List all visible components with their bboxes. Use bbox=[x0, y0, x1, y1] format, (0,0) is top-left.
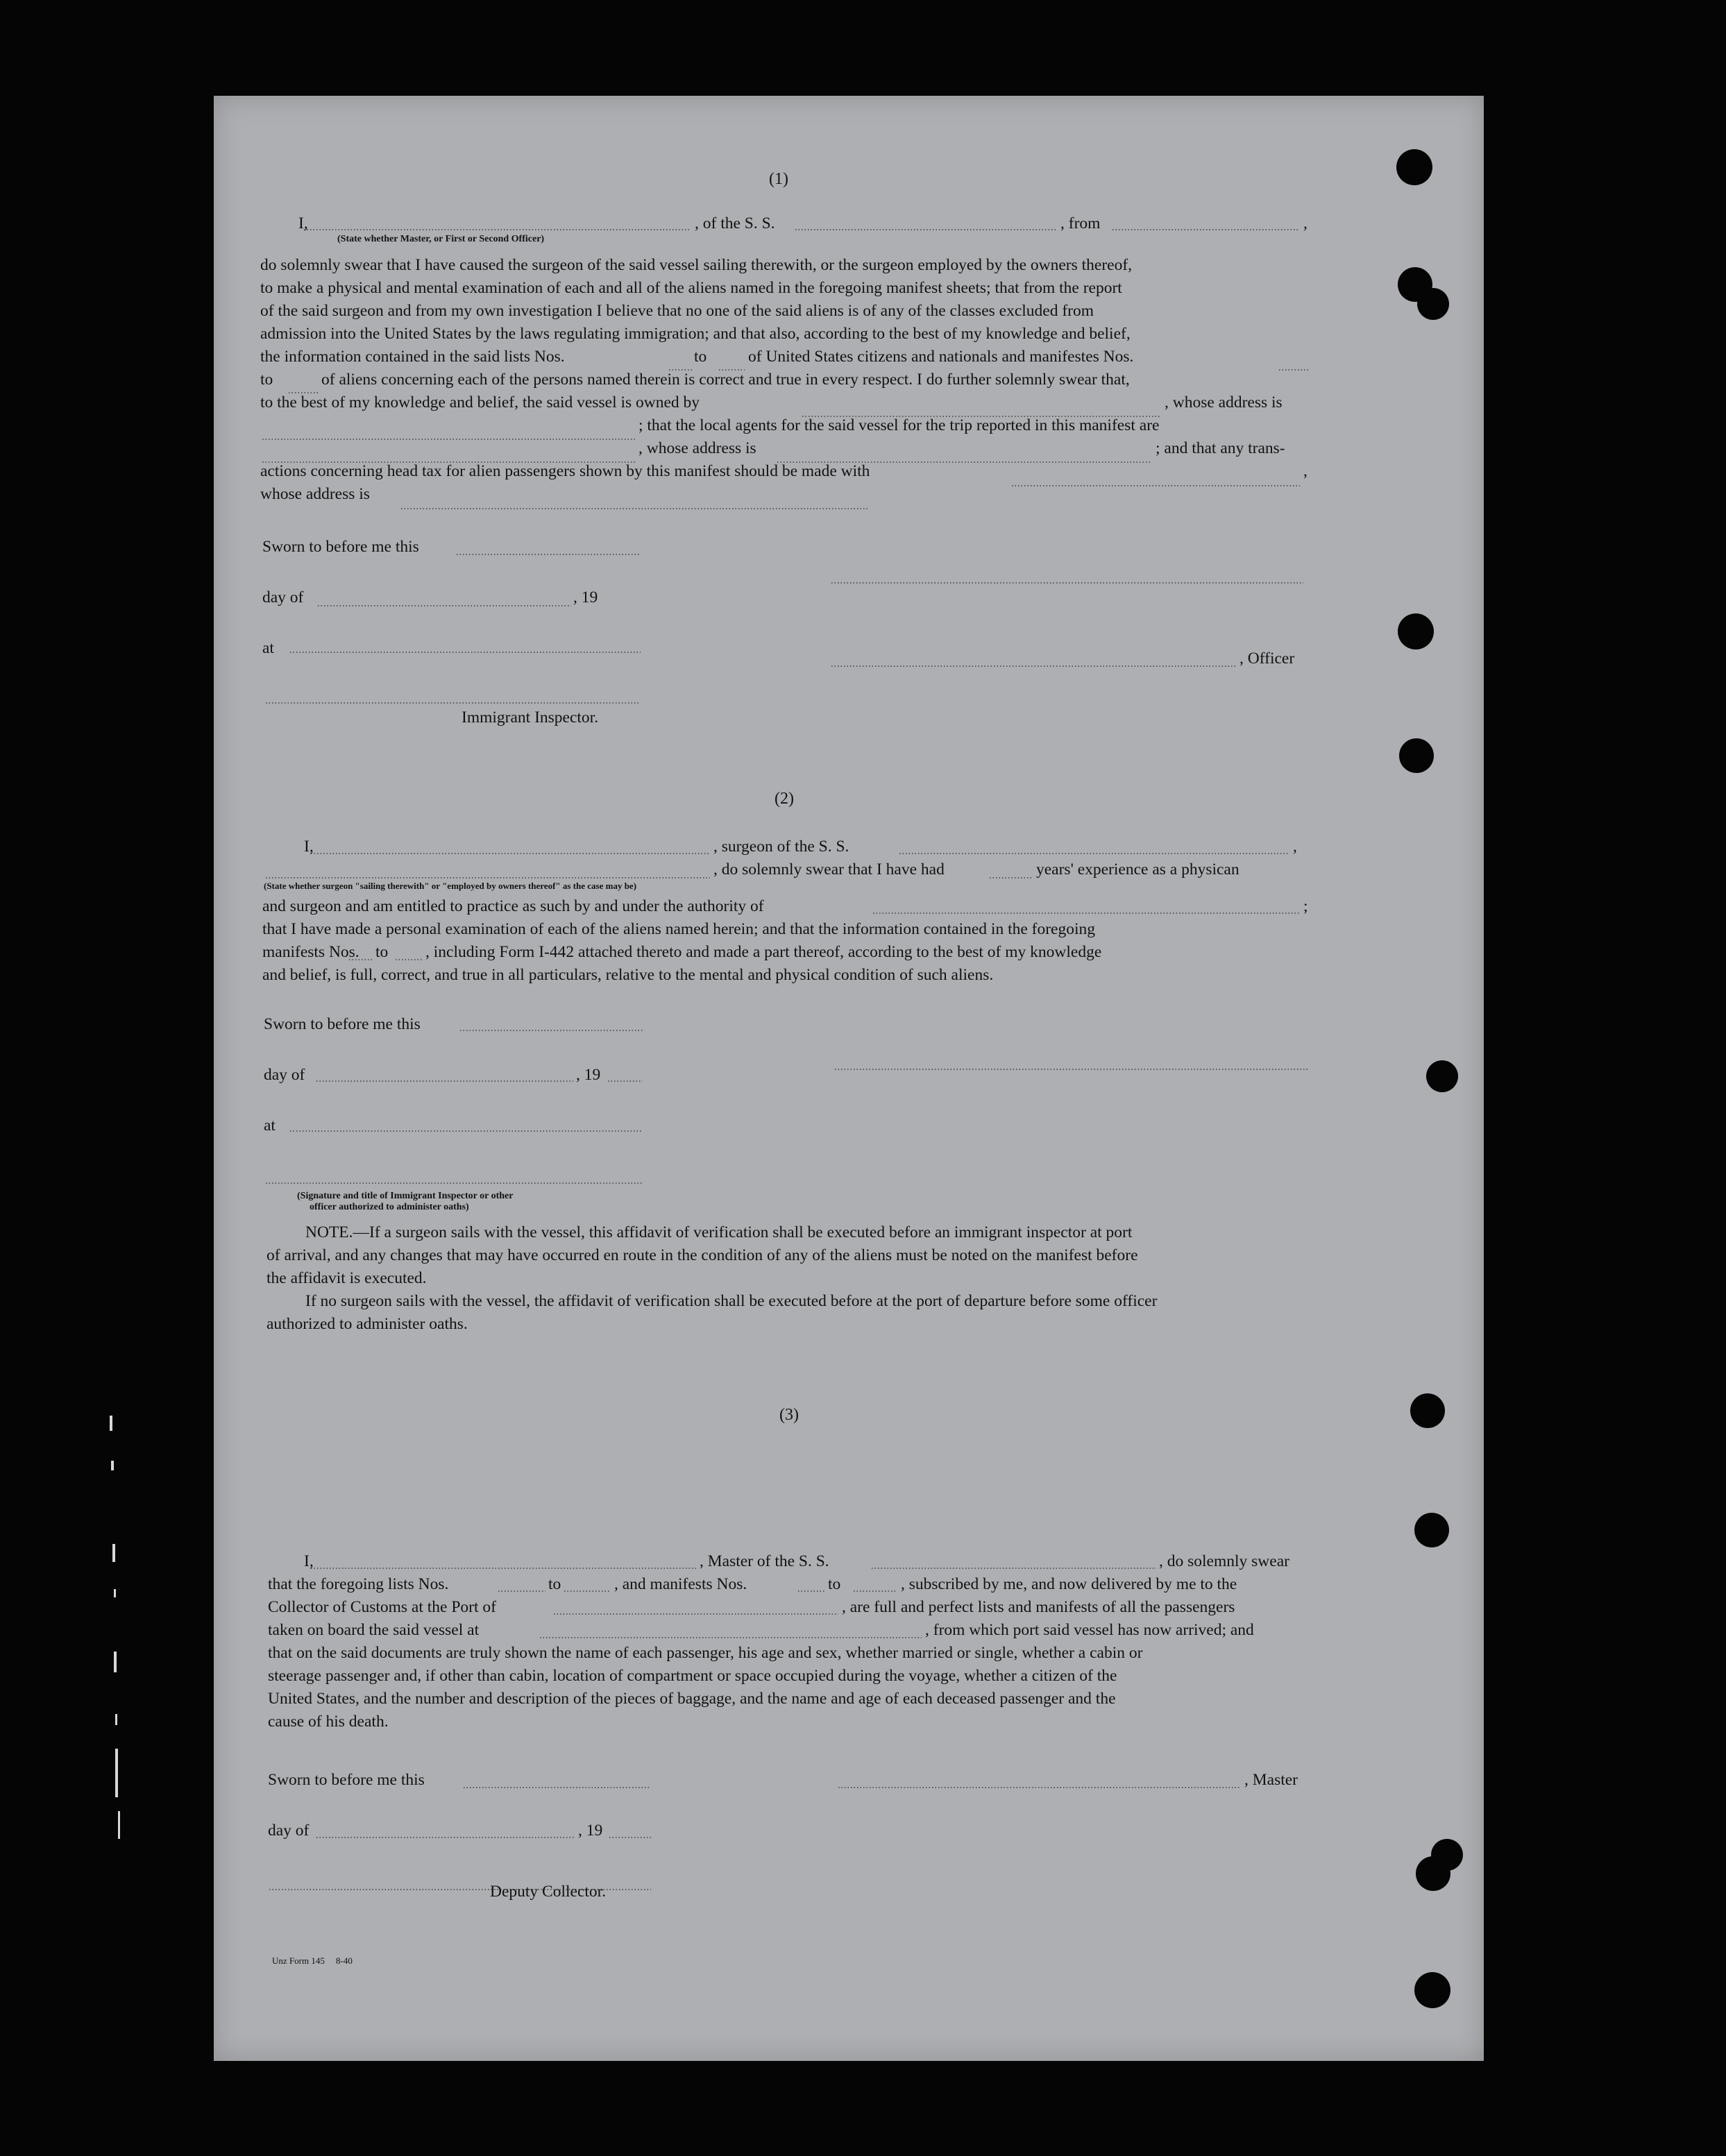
s1-to-label: to bbox=[260, 371, 273, 389]
punch-hole bbox=[1410, 1393, 1445, 1428]
s3-subscribed: , subscribed by me, and now delivered by me to the bbox=[901, 1575, 1237, 1593]
s2-surgeon-note: (State whether surgeon "sailing therewith" or "employed by owners thereof" as the case may be) bbox=[264, 881, 637, 891]
s3-para-line: United States, and the number and description of the pieces of baggage, and the name and age of each deceased passenger and the bbox=[268, 1690, 1116, 1708]
s2-sworn-label: Sworn to before me this bbox=[264, 1015, 421, 1033]
scan-speck bbox=[110, 1416, 112, 1431]
s2-note-line: the affidavit is executed. bbox=[266, 1269, 427, 1287]
s2-note-line: authorized to administer oaths. bbox=[266, 1315, 468, 1333]
s3-master-label: , Master bbox=[1244, 1771, 1298, 1789]
s1-at-label: at bbox=[262, 639, 274, 657]
s1-whose-address: whose address is bbox=[260, 485, 370, 503]
s1-para-line: admission into the United States by the laws regulating immigration; and that also, according to the best of my knowledge and belief, bbox=[260, 325, 1131, 343]
s3-arrived: , from which port said vessel has now arrived; and bbox=[925, 1621, 1254, 1639]
s2-line2-experience: years' experience as a physican bbox=[1036, 860, 1239, 878]
s1-lists-to: to bbox=[694, 348, 707, 366]
s3-deputy-collector: Deputy Collector. bbox=[490, 1883, 607, 1901]
scan-speck bbox=[111, 1461, 114, 1470]
scan-speck bbox=[115, 1714, 117, 1725]
s3-para-line: that on the said documents are truly shown the name of each passenger, his age and sex, whether married or single, whether a cabin or bbox=[268, 1644, 1143, 1662]
s3-line1-prefix: I, bbox=[304, 1552, 314, 1570]
s1-transactions: ; and that any trans- bbox=[1156, 439, 1285, 457]
s3-lists-to: to bbox=[548, 1575, 561, 1593]
s1-owner-address: , whose address is bbox=[1165, 393, 1283, 411]
punch-hole bbox=[1399, 738, 1434, 773]
s3-year-label: , 19 bbox=[578, 1822, 603, 1840]
s1-year-label: , 19 bbox=[573, 588, 598, 606]
s2-line1-prefix: I, bbox=[304, 838, 314, 856]
s1-para-line: of the said surgeon and from my own investigation I believe that no one of the said aliens is of any of the classes excluded from bbox=[260, 302, 1094, 320]
s2-line1-end: , bbox=[1293, 838, 1297, 856]
s2-note-line: NOTE.—If a surgeon sails with the vessel, this affidavit of verification shall be executed before an immigrant inspector at port bbox=[305, 1223, 1133, 1241]
s1-aliens-text: of aliens concerning each of the persons named therein is correct and true in every respect. I do further solemnly swear that, bbox=[321, 371, 1130, 389]
s2-authority-end: ; bbox=[1303, 897, 1308, 915]
punch-hole bbox=[1414, 1972, 1450, 2008]
s2-authority: and surgeon and am entitled to practice as such by and under the authority of bbox=[262, 897, 764, 915]
s1-para-line: do solemnly swear that I have caused the surgeon of the said vessel sailing therewith, or the surgeon employed by the owners thereof, bbox=[260, 256, 1133, 274]
s2-at-label: at bbox=[264, 1117, 276, 1135]
punch-hole bbox=[1426, 1060, 1458, 1092]
s1-lists-label: the information contained in the said lists Nos. bbox=[260, 348, 565, 366]
s1-officer-note: (State whether Master, or First or Second Officer) bbox=[337, 234, 545, 244]
s3-line1-swear: , do solemnly swear bbox=[1159, 1552, 1289, 1570]
s3-para-line: steerage passenger and, if other than cabin, location of compartment or space occupied during the voyage, whether a citizen of the bbox=[268, 1667, 1117, 1685]
punch-hole bbox=[1416, 1856, 1450, 1891]
s3-taken-on-board: taken on board the said vessel at bbox=[268, 1621, 480, 1639]
s1-owned-by: to the best of my knowledge and belief, the said vessel is owned by bbox=[260, 393, 700, 411]
form-code: 8-40 bbox=[336, 1955, 353, 1966]
s1-line1-from: , from bbox=[1060, 214, 1101, 232]
s3-port-label: Collector of Customs at the Port of bbox=[268, 1598, 496, 1616]
s3-manifests-to: to bbox=[828, 1575, 841, 1593]
s2-signature-note-1: (Signature and title of Immigrant Inspector or other bbox=[297, 1191, 514, 1201]
form-number: Unz Form 145 bbox=[272, 1955, 325, 1966]
s2-year-label: , 19 bbox=[576, 1066, 601, 1084]
punch-hole bbox=[1398, 613, 1434, 650]
s1-officer-label: , Officer bbox=[1239, 650, 1295, 668]
s1-head-tax-end: , bbox=[1303, 462, 1308, 480]
scan-speck bbox=[114, 1589, 116, 1597]
s2-note-line: of arrival, and any changes that may have occurred en route in the condition of any of the aliens must be noted on the manifest before bbox=[266, 1246, 1138, 1264]
s3-lists-label: that the foregoing lists Nos. bbox=[268, 1575, 449, 1593]
s3-manifests-label: , and manifests Nos. bbox=[614, 1575, 747, 1593]
punch-hole bbox=[1417, 288, 1449, 320]
s1-head-tax: actions concerning head tax for alien passengers shown by this manifest should be made with bbox=[260, 462, 870, 480]
s2-manifests-label: manifests Nos. bbox=[262, 943, 359, 961]
punch-hole bbox=[1414, 1513, 1449, 1547]
s1-para-line: to make a physical and mental examination of each and all of the aliens named in the foregoing manifest sheets; that from the report bbox=[260, 279, 1122, 297]
s2-form-text: , including Form I-442 attached thereto and made a part thereof, according to the best of my knowledge bbox=[425, 943, 1102, 961]
s1-line1-ss: , of the S. S. bbox=[695, 214, 775, 232]
s3-day-of-label: day of bbox=[268, 1822, 310, 1840]
s2-line2-swear: , do solemnly swear that I have had bbox=[713, 860, 945, 878]
scan-speck bbox=[112, 1544, 115, 1562]
section-2-heading: (2) bbox=[775, 790, 794, 808]
s2-para-line: that I have made a personal examination of each of the aliens named herein; and that the information contained in the foregoing bbox=[262, 920, 1096, 938]
s3-line1-master: , Master of the S. S. bbox=[700, 1552, 829, 1570]
s1-local-agents: ; that the local agents for the said vessel for the trip reported in this manifest are bbox=[638, 416, 1160, 434]
s2-line1-surgeon: , surgeon of the S. S. bbox=[713, 838, 849, 856]
s3-para-line: cause of his death. bbox=[268, 1713, 389, 1731]
s2-manifests-to: to bbox=[375, 943, 389, 961]
document-page bbox=[214, 96, 1484, 2061]
s1-citizens-text: of United States citizens and nationals and manifestes Nos. bbox=[748, 348, 1134, 366]
s1-line1-end: , bbox=[1303, 214, 1308, 232]
s1-sworn-label: Sworn to before me this bbox=[262, 538, 419, 556]
section-3-heading: (3) bbox=[779, 1406, 799, 1424]
scan-speck bbox=[114, 1652, 117, 1672]
s2-note-line: If no surgeon sails with the vessel, the affidavit of verification shall be executed before at the port of departure before some officer bbox=[305, 1292, 1158, 1310]
punch-hole bbox=[1396, 149, 1432, 185]
s3-perfect-lists: , are full and perfect lists and manifests of all the passengers bbox=[842, 1598, 1235, 1616]
s2-signature-note-2: officer authorized to administer oaths) bbox=[310, 1202, 469, 1212]
s3-sworn-label: Sworn to before me this bbox=[268, 1771, 425, 1789]
s1-immigrant-inspector: Immigrant Inspector. bbox=[462, 708, 599, 727]
s1-line1-prefix: I, bbox=[298, 214, 308, 232]
scan-speck bbox=[118, 1811, 120, 1839]
scan-speck bbox=[115, 1749, 118, 1797]
s1-day-of-label: day of bbox=[262, 588, 304, 606]
s1-agent-address: , whose address is bbox=[638, 439, 756, 457]
s2-day-of-label: day of bbox=[264, 1066, 305, 1084]
section-1-heading: (1) bbox=[769, 170, 788, 188]
s2-para-line: and belief, is full, correct, and true in all particulars, relative to the mental and physical condition of such aliens. bbox=[262, 966, 994, 984]
